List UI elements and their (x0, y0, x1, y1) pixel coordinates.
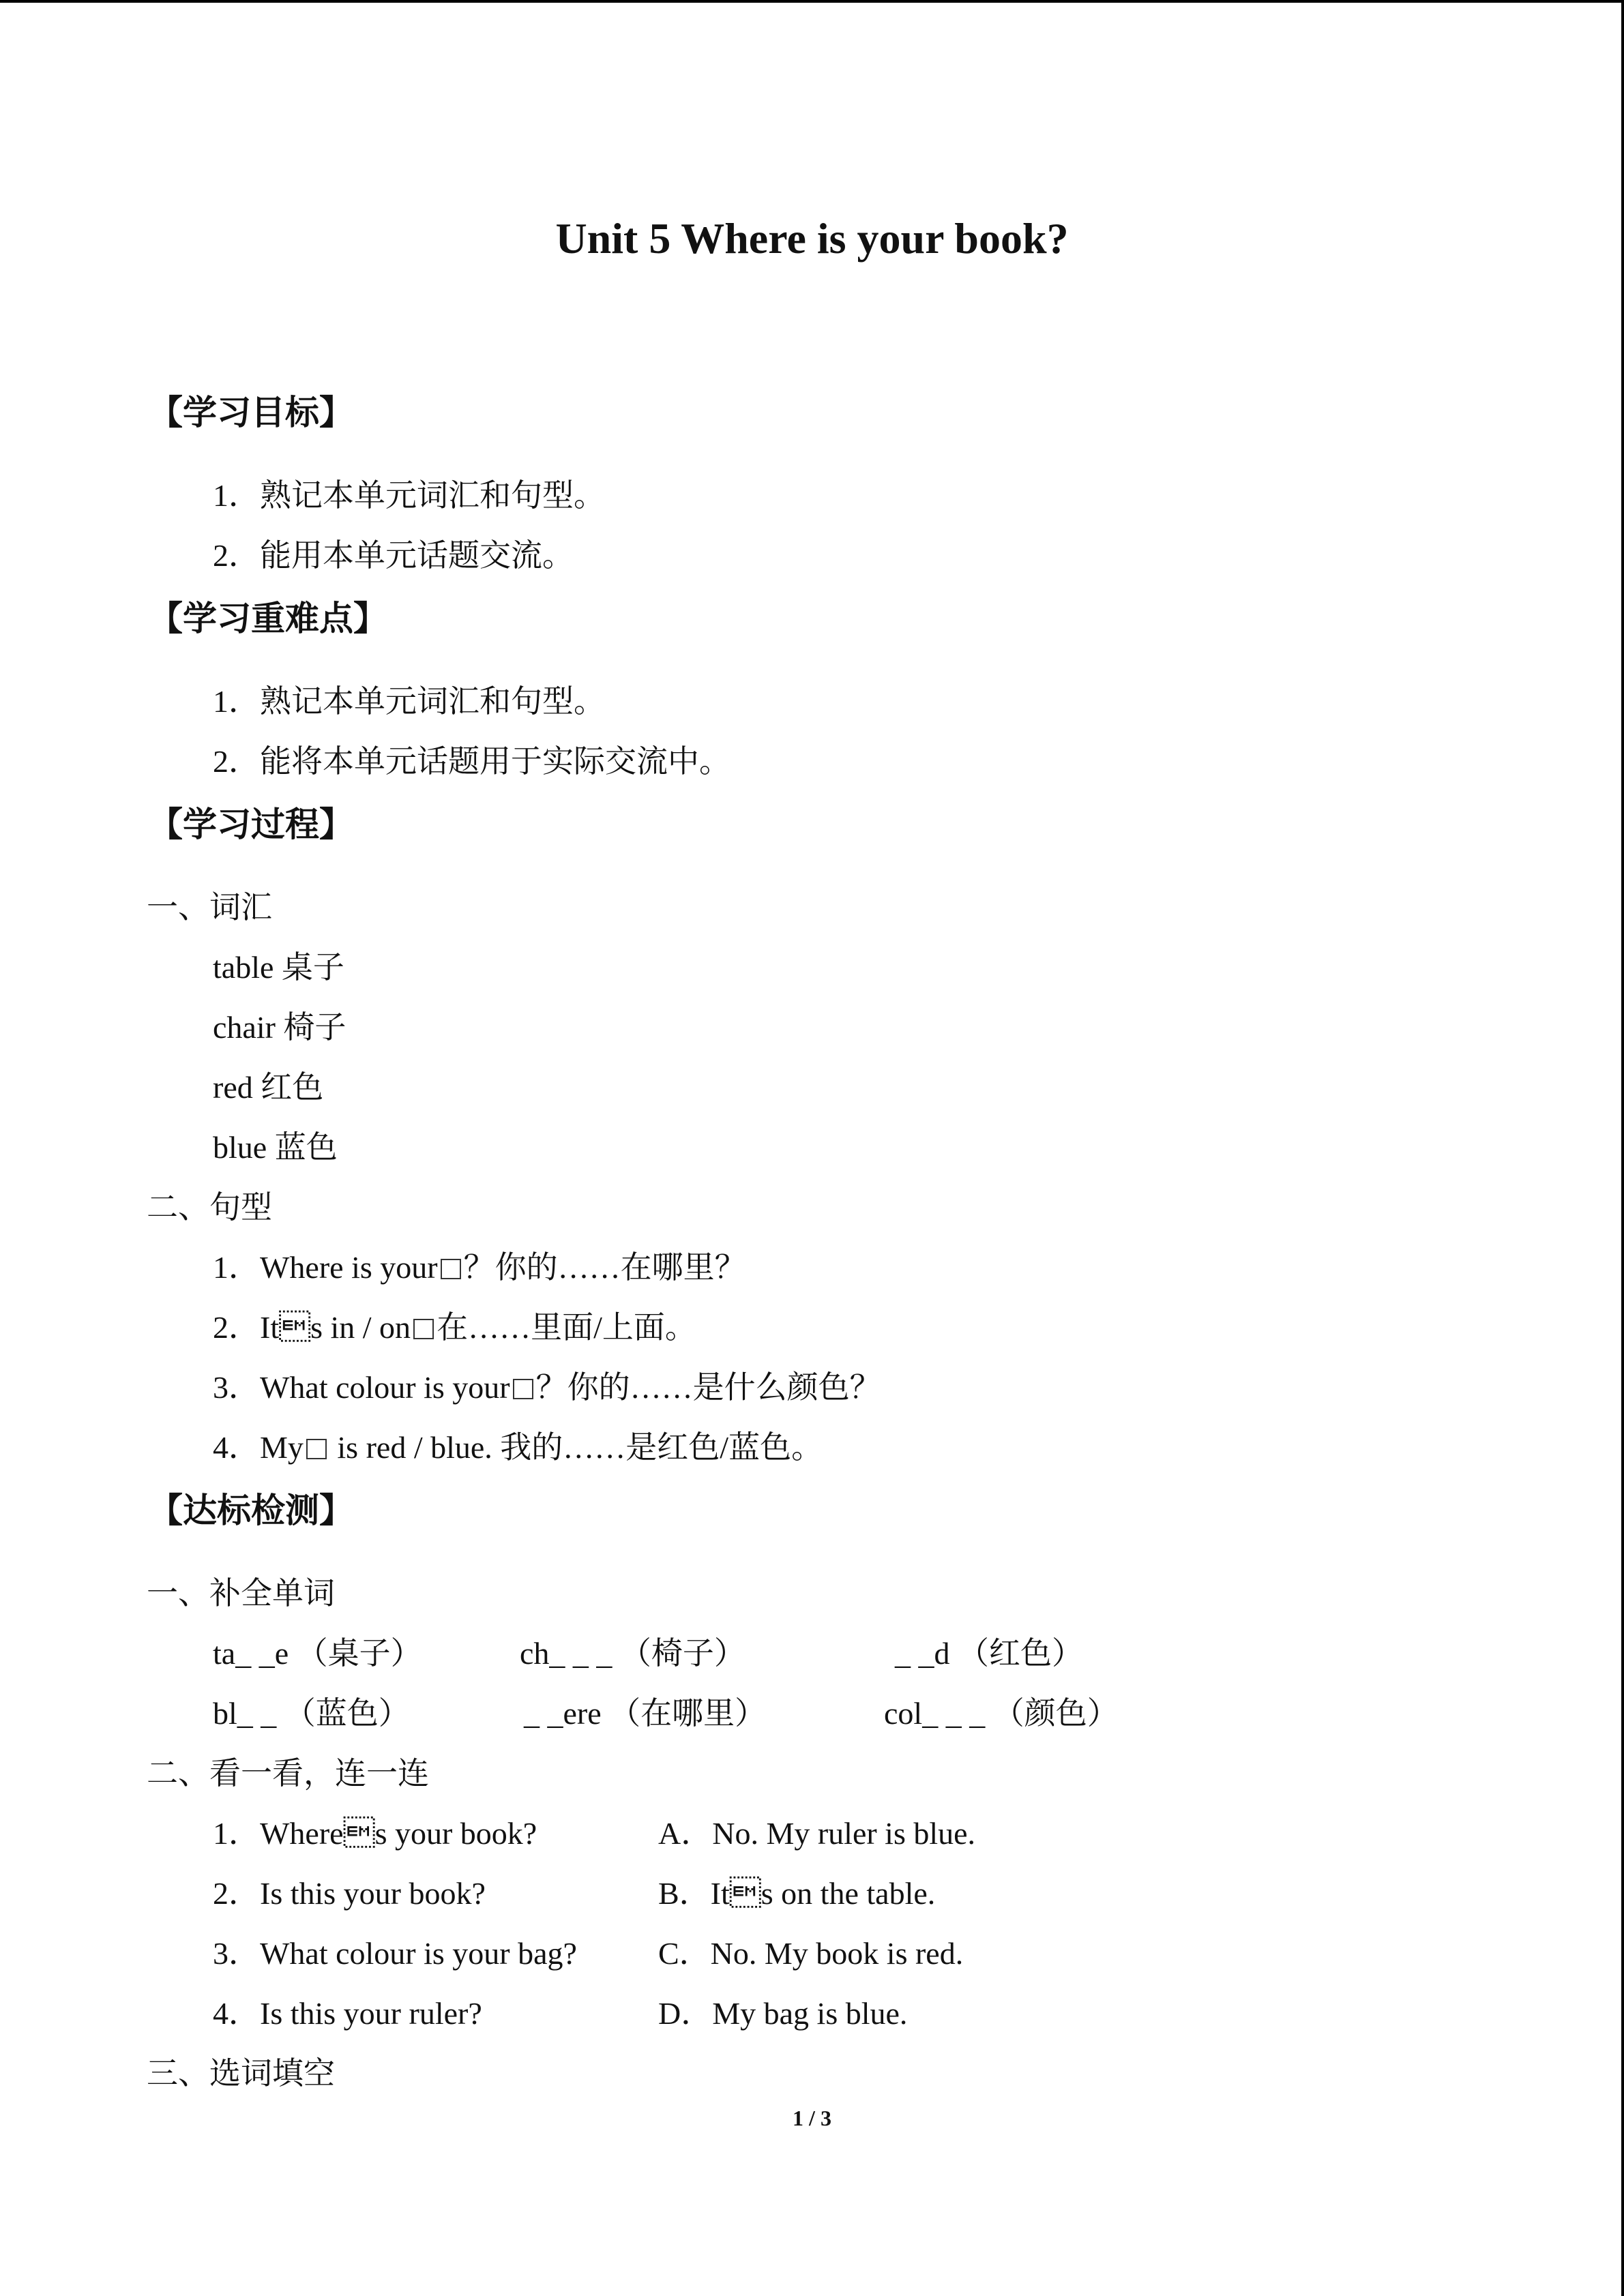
vocab-item: chair 椅子 (213, 1010, 346, 1045)
pattern-item-1 (213, 1252, 746, 1283)
vocab-item: blue 蓝色 (213, 1130, 338, 1165)
section-heading-goals: 【学习目标】 (149, 393, 353, 432)
pattern-text: 4．My (213, 1430, 304, 1465)
page-title: Unit 5 Where is your book? (555, 214, 1069, 263)
vocab-heading: 一、词汇 (147, 890, 272, 925)
right-border (1621, 0, 1624, 2296)
vocab-item: red 红色 (213, 1070, 324, 1105)
key-item-1: 1．熟记本单元词汇和句型。 (213, 684, 605, 719)
fill-word: col_ _ _ （颜色） (884, 1696, 1119, 1731)
section-heading-process: 【学习过程】 (149, 805, 353, 844)
goal-item-1: 1．熟记本单元词汇和句型。 (213, 478, 605, 513)
top-border (0, 0, 1624, 3)
pattern-item-3 (213, 1372, 881, 1403)
fill-word: _ _ere （在哪里） (524, 1696, 767, 1731)
match-heading: 二、看一看，连一连 (147, 1756, 429, 1791)
blank-box (413, 1319, 434, 1339)
pattern-text: 1．Where is your (213, 1250, 438, 1285)
pattern-text: 2．Its in / on (213, 1310, 411, 1345)
fill-word: bl_ _ （蓝色） (213, 1696, 410, 1731)
match-left-item: 1．Wheres your book? (213, 1816, 537, 1851)
pattern-text: 在……里面/上面。 (437, 1310, 696, 1345)
key-item-2: 2．能将本单元话题用于实际交流中。 (213, 744, 730, 779)
match-left-item: 3．What colour is your bag? (213, 1936, 577, 1971)
goal-item-2: 2．能用本单元话题交流。 (213, 538, 574, 573)
blank-box (306, 1439, 327, 1459)
patterns-heading: 二、句型 (147, 1190, 272, 1225)
fill-heading: 一、补全单词 (147, 1576, 335, 1611)
pattern-text: is red / blue. 我的……是红色/蓝色。 (329, 1430, 823, 1465)
choose-heading: 三、选词填空 (147, 2056, 335, 2091)
match-right-item: C．No. My book is red. (658, 1936, 964, 1971)
pattern-text: 3．What colour is your (213, 1370, 510, 1405)
fill-word: ch_ _ _ （椅子） (520, 1636, 745, 1671)
match-right-item: A．No. My ruler is blue. (658, 1816, 976, 1851)
fill-word: _ _d （红色） (895, 1636, 1083, 1671)
vocab-item: table 桌子 (213, 950, 344, 985)
blank-box (441, 1259, 461, 1279)
pattern-item-2 (213, 1312, 696, 1343)
pattern-text: ？你的……在哪里？ (463, 1250, 746, 1285)
pattern-text: ？你的……是什么颜色？ (535, 1370, 881, 1405)
match-left-item: 2．Is this your book? (213, 1876, 486, 1911)
fill-word: ta_ _e （桌子） (213, 1636, 422, 1671)
pattern-item-4 (213, 1432, 823, 1463)
section-heading-key-points: 【学习重难点】 (149, 599, 387, 638)
blank-box (513, 1379, 533, 1399)
match-right-item: B．Its on the table. (658, 1876, 936, 1911)
section-heading-test: 【达标检测】 (149, 1491, 353, 1530)
match-left-item: 4．Is this your ruler? (213, 1996, 482, 2031)
match-right-item: D．My bag is blue. (658, 1996, 908, 2031)
page-number: 1 / 3 (793, 2106, 831, 2130)
